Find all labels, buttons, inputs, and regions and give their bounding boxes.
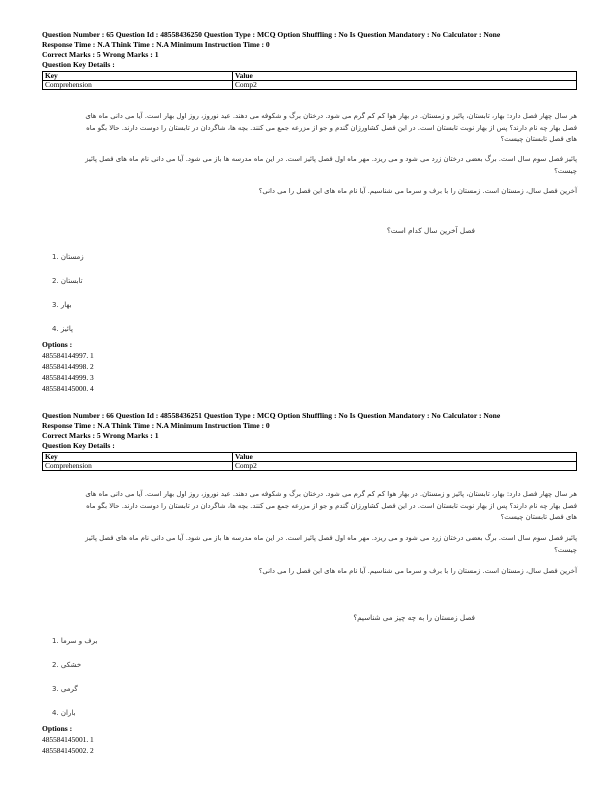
option-id-1: 485584145001. 1 (42, 735, 94, 744)
options-label: Options : (42, 340, 73, 349)
option-id-1: 485584144997. 1 (42, 351, 94, 360)
key-value-table (42, 452, 577, 471)
choice-4: پائیز .4 (52, 325, 73, 333)
key-header: Key (43, 72, 233, 81)
response-time-line: Response Time : N.A Think Time : N.A Minimum Instruction Time : 0 (42, 40, 270, 49)
choice-1: زمستان .1 (52, 253, 84, 261)
choice-3: گرمی .3 (52, 685, 78, 693)
passage-paragraph-1: هر سال چهار فصل دارد: بهار، تابستان، پائیز و زمستان. در بهار هوا کم کم گرم می شود. درختان برگ و شکوفه می دهند. عید نوروز، روز اول بهار است. آیا می دانی ماه های فصل بهار چه نام دارند؟ پس از بهار نوبت تابستان است. در این فصل کشاورزان گندم و جو از مزرعه جمع می کنند. بچه ها، شاگردان در تابستان را دوست دارند. حالا بگو ماه های فصل تابستان چیست؟ (85, 490, 577, 521)
passage-paragraph-2: پائیز فصل سوم سال است. برگ بعضی درختان زرد می شود و می ریزد. مهر ماه اول فصل پائیز است. در این ماه مدرسه ها باز می شود. آیا می دانی نام ماه های فصل پائیز چیست؟ (85, 534, 577, 554)
passage-paragraph-3: آخرین فصل سال، زمستان است. زمستان را با برف و سرما می شناسیم. آیا نام ماه های این فصل را می دانی؟ (258, 187, 577, 195)
question-meta-line: Question Number : 66 Question Id : 48558436251 Question Type : MCQ Option Shuffling : No Is Question Mandatory : No Calculator : None (42, 411, 501, 420)
question-block-65 (42, 30, 577, 410)
value-cell: Comp2 (233, 81, 577, 90)
key-details-label: Question Key Details : (42, 441, 115, 450)
marks-line: Correct Marks : 5 Wrong Marks : 1 (42, 50, 159, 59)
option-id-2: 485584144998. 2 (42, 362, 94, 371)
passage-paragraph-3: آخرین فصل سال، زمستان است. زمستان را با برف و سرما می شناسیم. آیا نام ماه های این فصل را می دانی؟ (258, 567, 577, 575)
question-block-66 (42, 411, 577, 761)
response-time-line: Response Time : N.A Think Time : N.A Minimum Instruction Time : 0 (42, 421, 270, 430)
choice-2: تابستان .2 (52, 277, 83, 285)
value-cell: Comp2 (233, 462, 577, 471)
options-label: Options : (42, 724, 73, 733)
question-meta-line: Question Number : 65 Question Id : 48558436250 Question Type : MCQ Option Shuffling : No Is Question Mandatory : No Calculator : None (42, 30, 501, 39)
choice-3: بهار .3 (52, 301, 72, 309)
option-id-2: 485584145002. 2 (42, 746, 94, 755)
key-cell: Comprehension (43, 81, 233, 90)
choice-1: برف و سرما .1 (52, 637, 98, 645)
key-cell: Comprehension (43, 462, 233, 471)
value-header: Value (233, 72, 577, 81)
value-header: Value (233, 453, 577, 462)
key-value-table (42, 71, 577, 90)
marks-line: Correct Marks : 5 Wrong Marks : 1 (42, 431, 159, 440)
passage-paragraph-2: پائیز فصل سوم سال است. برگ بعضی درختان زرد می شود و می ریزد. مهر ماه اول فصل پائیز است. در این ماه مدرسه ها باز می شود. آیا می دانی نام ماه های فصل پائیز چیست؟ (85, 155, 577, 175)
passage-paragraph-1: هر سال چهار فصل دارد: بهار، تابستان، پائیز و زمستان. در بهار هوا کم کم گرم می شود. درختان برگ و شکوفه می دهند. عید نوروز، روز اول بهار است. آیا می دانی ماه های فصل بهار چه نام دارند؟ پس از بهار نوبت تابستان است. در این فصل کشاورزان گندم و جو از مزرعه جمع می کنند. بچه ها، شاگردان در تابستان را دوست دارند. حالا بگو ماه های فصل تابستان چیست؟ (85, 112, 577, 143)
option-id-3: 485584144999. 3 (42, 373, 94, 382)
choice-2: خشکی .2 (52, 661, 82, 669)
option-id-4: 485584145000. 4 (42, 384, 94, 393)
key-header: Key (43, 453, 233, 462)
choice-4: باران .4 (52, 709, 76, 717)
key-details-label: Question Key Details : (42, 60, 115, 69)
question-text: فصل آخرین سال کدام است؟ (386, 226, 475, 235)
question-text: فصل زمستان را به چه چیز می شناسیم؟ (353, 613, 475, 622)
